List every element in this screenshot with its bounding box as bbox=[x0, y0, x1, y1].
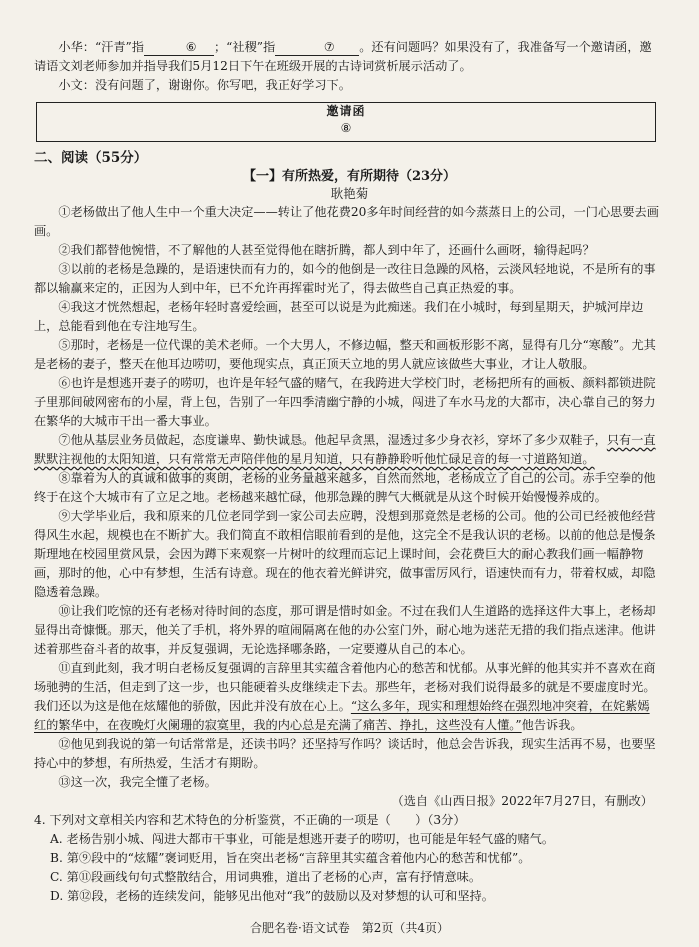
article-source: （选自《山西日报》2022年7月27日，有删改） bbox=[391, 794, 653, 808]
question-4-option-b: B. 第⑨段中的“炫耀”褒词贬用，旨在突出老杨“言辞里其实蕴含着他内心的愁苦和忧郁”。 bbox=[50, 851, 531, 865]
question-4-stem: 4. 下列对文章相关内容和艺术特色的分析鉴赏，不正确的一项是（ ）（3分） bbox=[34, 813, 466, 827]
question-4-option-d: D. 第⑫段，老杨的连续发问，能够见出他对“我”的鼓励以及对梦想的认可和坚持。 bbox=[50, 889, 494, 903]
paragraph-10: ⑩让我们吃惊的还有老杨对待时间的态度，那可谓是惜时如金。不过在我们人生道路的选择这件大事上，老杨却显得出奇慷慨。那天，他关了手机，将外界的喧闹隔离在他的办公室门外，耐心地为迷茫无措的我们指点迷津。他讲述着那些奋斗者的故事，并反复强调，无论选择哪条路，一定要遵从自己的本心。 bbox=[34, 604, 656, 656]
paragraph-11-tail: 他告诉我。 bbox=[521, 718, 583, 732]
paragraph-5: ⑤那时，老杨是一位代课的美术老师。一个大男人，不修边幅，整天和画板形影不离，显得有几分“寒酸”。尤其是老杨的妻子，整天在他耳边唠叨，要他现实点，真正顶天立地的男人就应该做些大事业，才让人敬服。 bbox=[34, 338, 656, 371]
dialogue-xiaowen: 小文：没有问题了，谢谢你。你写吧，我正好学习下。 bbox=[58, 78, 351, 92]
paragraph-7 bbox=[34, 431, 659, 469]
blank-8: ⑧ bbox=[340, 121, 352, 135]
xiaohua-text-a: 小华：“汗青”指 bbox=[58, 40, 144, 54]
article-author: 耿艳菊 bbox=[330, 186, 369, 201]
page-footer: 合肥名卷·语文试卷 第2页（共4页） bbox=[249, 921, 450, 935]
paragraph-11 bbox=[34, 659, 659, 735]
invitation-box bbox=[36, 102, 656, 142]
paragraph-11-underlined: “这么多年，现实和理想始终在强烈地冲突着，在姹紫嫣红的繁华中，在夜晚灯火阑珊的寂寞里，我的内心总是充满了痛苦、挣扎，这些没有人懂。” bbox=[34, 699, 650, 732]
article-body bbox=[34, 203, 659, 906]
dialogue-xiaohua bbox=[34, 38, 659, 76]
paragraph-4: ④我这才恍然想起，老杨年轻时喜爱绘画，甚至可以说是为此痴迷。我们在小城时，每到星期天，护城河岸边上，总能看到他在专注地写生。 bbox=[34, 300, 644, 333]
paragraph-7-wavy-underline: 只有一直默默注视他的太阳知道，只有常常无声陪伴他的星月知道，只有静静聆听他忙碌足音的每一寸道路知道。 bbox=[34, 433, 656, 466]
article-title: 【一】有所热爱，有所期待（23分） bbox=[242, 169, 457, 184]
invitation-title: 邀请函 bbox=[326, 104, 366, 118]
paragraph-6: ⑥也许是想逃开妻子的唠叨，也许是年轻气盛的赌气，在我跨进大学校门时，老杨把所有的画板、颜料都锁进院子里那间破网密布的小屋，背上包，告别了一年四季清幽宁静的小城，闯进了车水马龙的大都市，决心靠自己的努力在繁华的大城市干出一番大事业。 bbox=[34, 376, 656, 428]
xiaohua-text-c: 。还有问题吗？如果没有了，我准备写一个邀请函，邀请语文刘老师参加并指导我们5月12日下午在班级开展的古诗词赏析展示活动了。 bbox=[34, 40, 652, 73]
paragraph-12: ⑫他见到我说的第一句话常常是，还读书吗？还坚持写作吗？谈话时，他总会告诉我，现实生活再不易，也要坚持心中的梦想，有所热爱，生活才有期盼。 bbox=[34, 737, 656, 770]
dialogue-block bbox=[34, 38, 659, 95]
paragraph-2: ②我们都替他惋惜，不了解他的人甚至觉得他在瞎折腾，都人到中年了，还画什么画呀，输得起吗？ bbox=[58, 243, 595, 257]
paragraph-7-text: ⑦他从基层业务员做起，态度谦卑、勤快诚恳。他起早贪黑，湿透过多少身衣衫，穿坏了多少双鞋子， bbox=[58, 433, 607, 447]
paragraph-8: ⑧靠着为人的真诚和做事的爽朗，老杨的业务量越来越多，自然而然地，老杨成立了自己的公司。赤手空拳的他终于在这个大城市有了立足之地。老杨越来越忙碌，他那急躁的脾气大概就是从这个时候开始慢慢养成的。 bbox=[34, 471, 656, 504]
question-4-option-c: C. 第⑪段画线句句式整散结合，用词典雅，道出了老杨的心声，富有抒情意味。 bbox=[50, 870, 482, 884]
paragraph-11-text: ⑪直到此刻，我才明白老杨反复强调的言辞里其实蕴含着他内心的愁苦和忧郁。从事光鲜的他其实并不喜欢在商场驰骋的生活，但走到了这一步，也只能硬着头皮继续走下去。那些年，老杨对我们说得最多的就是不要虚度时光。我们还以为这是他在炫耀他的骄傲，因此并没有放在心上。 bbox=[34, 661, 656, 713]
paragraph-13: ⑬这一次，我完全懂了老杨。 bbox=[58, 775, 217, 789]
paragraph-3: ③以前的老杨是急躁的，是语速快而有力的，如今的他倒是一改往日急躁的风格，云淡风轻地说，不是所有的事都以输赢来定的，正因为人到中年，已不允许再挥霍时光了，得去做些自己真正热爱的事。 bbox=[34, 262, 656, 295]
blank-6: ⑥ bbox=[144, 40, 214, 56]
blank-7: ⑦ bbox=[275, 40, 359, 56]
question-4-option-a: A. 老杨告别小城、闯进大都市干事业，可能是想逃开妻子的唠叨，也可能是年轻气盛的赌气。 bbox=[50, 832, 555, 846]
paragraph-9: ⑨大学毕业后，我和原来的几位老同学到一家公司去应聘，没想到那竟然是老杨的公司。他的公司已经被他经营得风生水起，规模也在不断扩大。我们简直不敢相信眼前看到的是他，这完全不是我认识的老杨。以前的他总是慢条斯理地在校园里赏风景，会因为蹲下来观察一片树叶的纹理而忘记上课时间，会花费巨大的耐心教我们画一幅静物画，那时的他，心中有梦想，生活有诗意。现在的他衣着光鲜讲究，做事雷厉风行，语速快而有力，带着权威，却隐隐透着急躁。 bbox=[34, 509, 656, 599]
xiaohua-text-b: ；“社稷”指 bbox=[213, 40, 276, 54]
section-heading: 二、阅读（55分） bbox=[34, 150, 148, 166]
paragraph-1: ①老杨做出了他人生中一个重大决定——转让了他花费20多年时间经营的如今蒸蒸日上的公司，一门心思要去画画。 bbox=[34, 205, 659, 238]
